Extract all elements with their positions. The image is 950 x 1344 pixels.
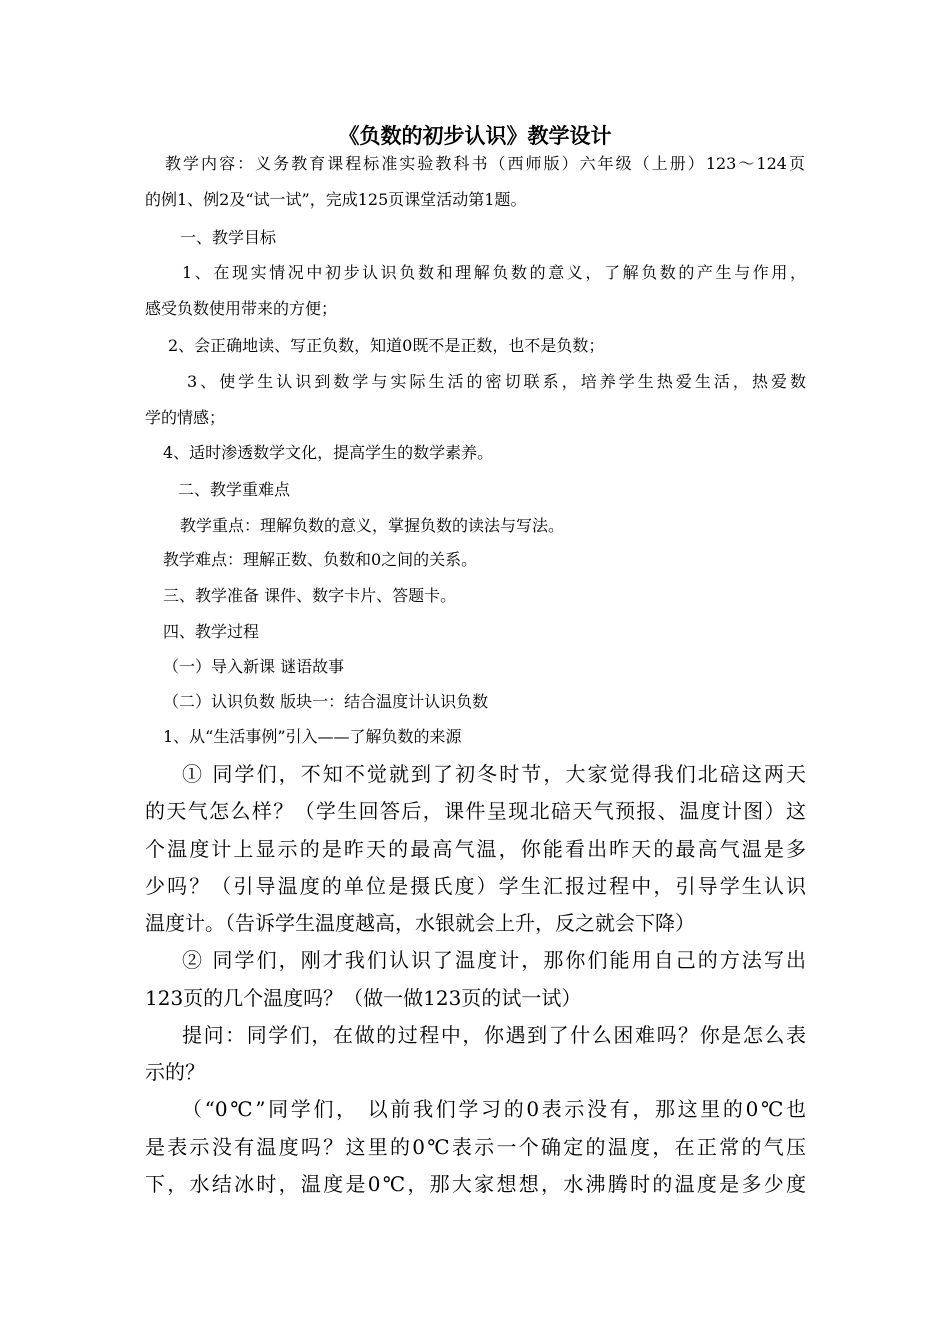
paragraph-line: 的例1、例2及“试一试”，完成125页课堂活动第1题。 — [145, 190, 527, 209]
paragraph-line: 提问：同学们，在做的过程中，你遇到了什么困难吗？你是怎么表 — [182, 1023, 806, 1047]
paragraph-line: 温度计。（告诉学生温度越高，水银就会上升，反之就会下降） — [145, 911, 695, 935]
paragraph-line: （“0℃”同学们， 以前我们学习的0表示没有，那这里的0℃也 — [182, 1097, 806, 1121]
subsection-heading: （一）导入新课 谜语故事 — [163, 657, 345, 676]
paragraph-line: 少吗？（引导温度的单位是摄氏度）学生汇报过程中，引导学生认识 — [145, 874, 806, 898]
paragraph-line: 教学内容：义务教育课程标准实验教科书（西师版）六年级（上册）123～124页 — [165, 154, 805, 173]
paragraph-line: ② 同学们，刚才我们认识了温度计，那你们能用自己的方法写出 — [182, 948, 806, 972]
section-heading: 二、教学重难点 — [178, 480, 291, 499]
section-heading: 三、教学准备 课件、数字卡片、答题卡。 — [163, 586, 457, 605]
section-heading: 四、教学过程 — [163, 622, 260, 641]
paragraph-line: 教学难点：理解正数、负数和0之间的关系。 — [163, 550, 478, 569]
paragraph-line: 2、会正确地读、写正负数，知道0既不是正数，也不是负数； — [168, 336, 605, 355]
paragraph-line: 4、适时渗透数学文化，提高学生的数学素养。 — [163, 443, 494, 462]
paragraph-line: 123页的几个温度吗？（做一做123页的试一试） — [145, 986, 582, 1010]
paragraph-line: 下，水结冰时，温度是0℃，那大家想想，水沸腾时的温度是多少度 — [145, 1172, 806, 1196]
paragraph-line: 教学重点：理解负数的意义，掌握负数的读法与写法。 — [180, 516, 565, 535]
paragraph-line: 的天气怎么样？（学生回答后，课件呈现北碚天气预报、温度计图）这 — [145, 799, 806, 823]
paragraph-line: 1、在现实情况中初步认识负数和理解负数的意义，了解负数的产生与作用， — [182, 263, 806, 282]
paragraph-line: 示的？ — [145, 1060, 205, 1084]
subsection-heading: （二）认识负数 版块一：结合温度计认识负数 — [163, 692, 489, 711]
paragraph-line: 3、使学生认识到数学与实际生活的密切联系，培养学生热爱生活，热爱数 — [187, 372, 806, 391]
document-title: 《负数的初步认识》教学设计 — [338, 123, 612, 148]
paragraph-line: 是表示没有温度吗？这里的0℃表示一个确定的温度，在正常的气压 — [145, 1135, 806, 1159]
paragraph-line: 个温度计上显示的是昨天的最高气温，你能看出昨天的最高气温是多 — [145, 837, 806, 861]
paragraph-line: 学的情感； — [145, 408, 226, 427]
paragraph-line: 感受负数使用带来的方便； — [145, 299, 338, 318]
paragraph-line: 1、从“生活事例”引入——了解负数的来源 — [163, 727, 462, 746]
paragraph-line: ① 同学们，不知不觉就到了初冬时节，大家觉得我们北碚这两天 — [182, 762, 806, 786]
section-heading: 一、教学目标 — [180, 228, 277, 247]
